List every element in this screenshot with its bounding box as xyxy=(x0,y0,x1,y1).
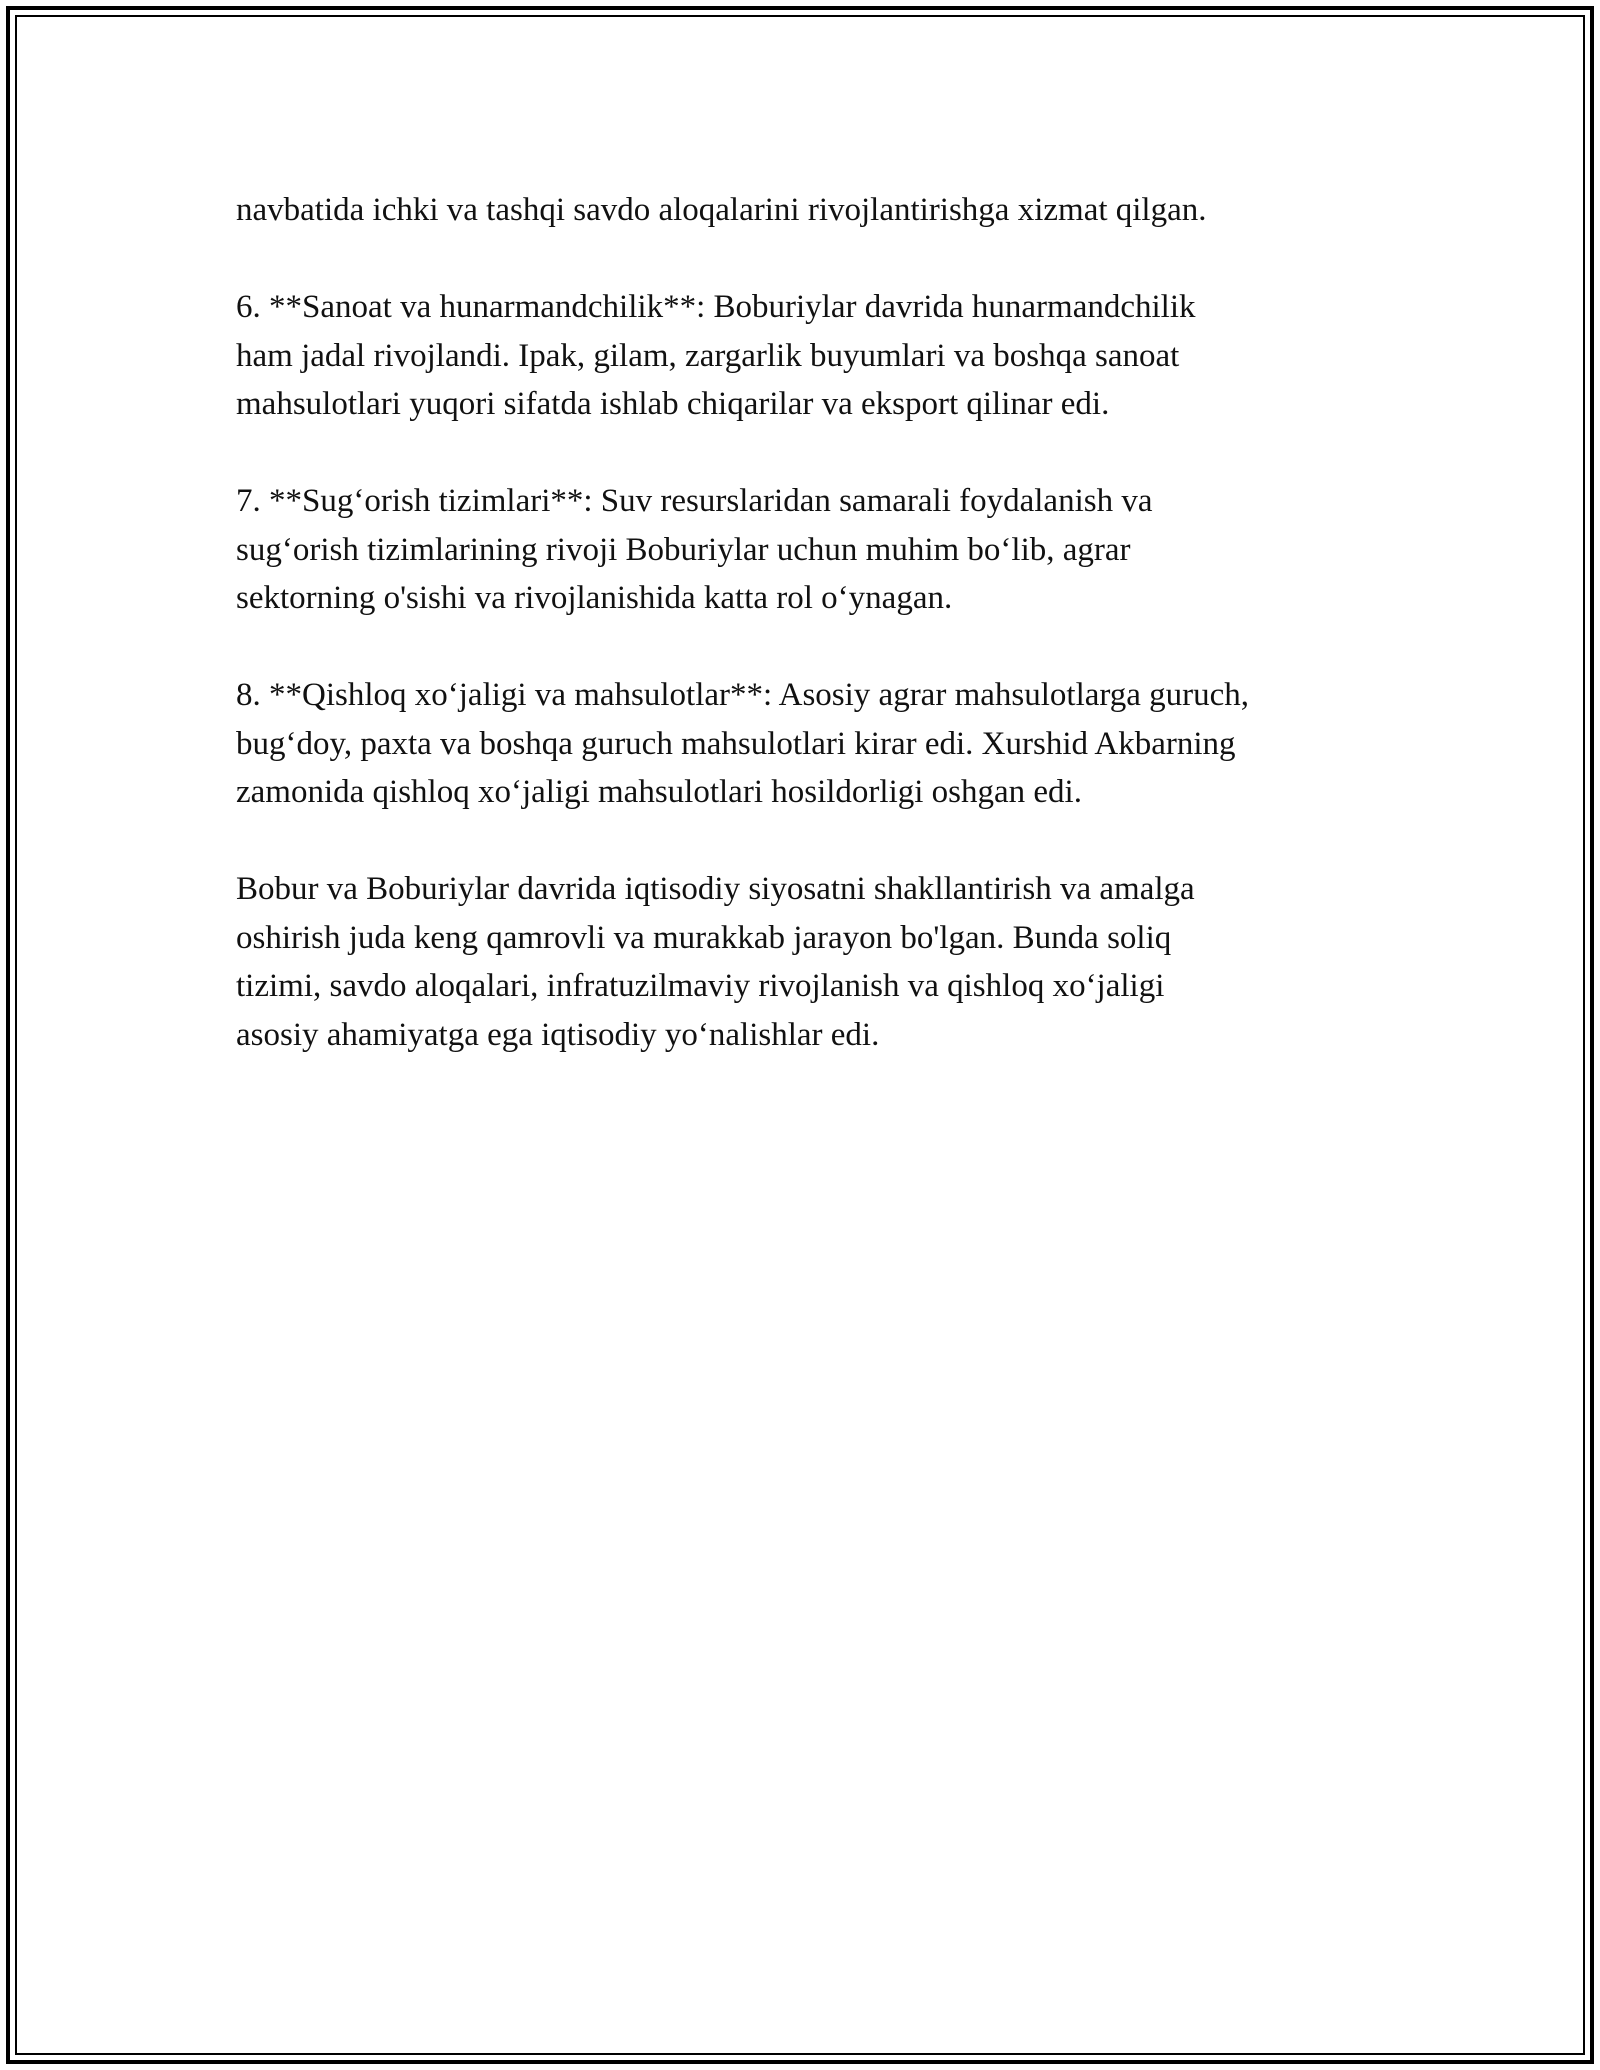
document-body xyxy=(236,186,1396,1059)
text-line: zamonida qishloq xo‘jaligi mahsulotlari hosildorligi oshgan edi. xyxy=(236,774,1082,810)
text-line: mahsulotlari yuqori sifatda ishlab chiqarilar va eksport qilinar edi. xyxy=(236,386,1110,422)
text-line: sektorning o'sishi va rivojlanishida katta rol o‘ynagan. xyxy=(236,580,953,616)
paragraph-item-8 xyxy=(236,671,1396,817)
text-line: bug‘doy, paxta va boshqa guruch mahsulotlari kirar edi. Xurshid Akbarning xyxy=(236,725,1236,762)
text-line: asosiy ahamiyatga ega iqtisodiy yo‘nalishlar edi. xyxy=(236,1016,880,1053)
text-line: 8. **Qishloq xo‘jaligi va mahsulotlar**: Asosiy agrar mahsulotlarga guruch, xyxy=(236,677,1250,713)
text-line: navbatida ichki va tashqi savdo aloqalarini rivojlantirishga xizmat qilgan. xyxy=(236,192,1207,228)
text-line: 7. **Sug‘orish tizimlari**: Suv resurslaridan samarali foydalanish va xyxy=(236,483,1153,519)
text-line: tizimi, savdo aloqalari, infratuzilmaviy rivojlanish va qishloq xo‘jaligi xyxy=(236,968,1165,1004)
text-line: sug‘orish tizimlarining rivoji Boburiylar uchun muhim bo‘lib, agrar xyxy=(236,531,1131,568)
text-line: oshirish juda keng qamrovli va murakkab jarayon bo'lgan. Bunda soliq xyxy=(236,919,1172,956)
text-line: ham jadal rivojlandi. Ipak, gilam, zargarlik buyumlari va boshqa sanoat xyxy=(236,337,1180,374)
paragraph-item-6 xyxy=(236,283,1396,429)
text-line: 6. **Sanoat va hunarmandchilik**: Boburiylar davrida hunarmandchilik xyxy=(236,289,1196,325)
text-line: Bobur va Boburiylar davrida iqtisodiy siyosatni shakllantirish va amalga xyxy=(236,871,1195,907)
paragraph-continuation xyxy=(236,186,1396,235)
paragraph-conclusion xyxy=(236,865,1396,1059)
paragraph-item-7 xyxy=(236,477,1396,623)
